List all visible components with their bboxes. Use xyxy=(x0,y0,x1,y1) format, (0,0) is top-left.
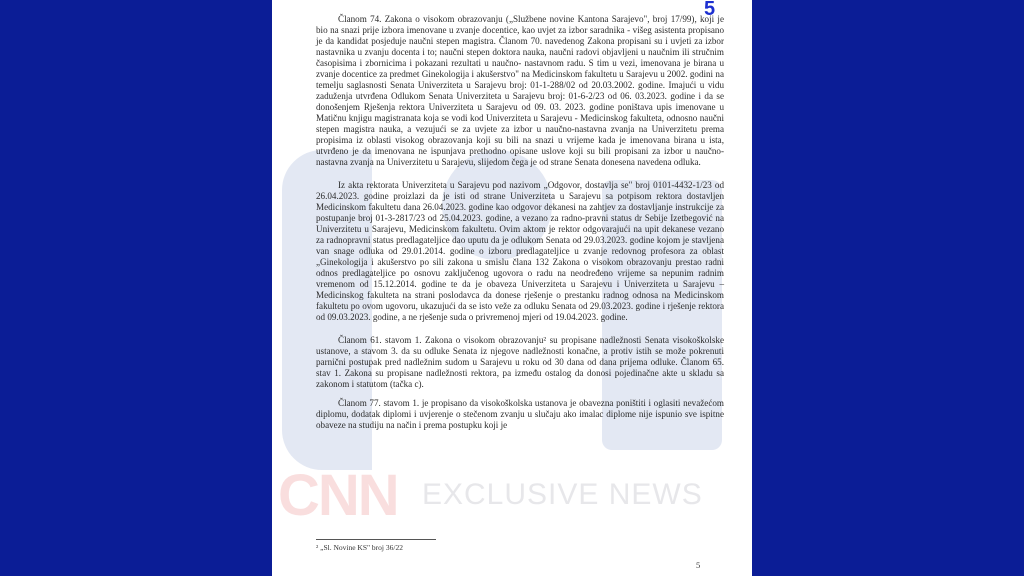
paragraph: Članom 74. Zakona o visokom obrazovanju („Službene novine Kantona Sarajevo", broj 17/99), koji je bio na snazi prije izbora imenovane u zvanje docentice, kao uvjet za izbor saradnika - višeg asistenta propisano je da kandidat posjeduje naučni stepen magistra. Članom 70. navedenog Zakona propisani su i uvjeti za izbor nastavnika u zvanju docenta i to; naučni stepen doktora nauka, naučni radovi objavljeni u naučnim ili stručnim časopisima i zbornicima i pokazani rezultati u naučno- nastavnom radu. S tim u vezi, imenovana je birana u zvanje docentice za predmet Ginekologija i akušerstvo" na Medicinskom fakultetu u Sarajevu u 2002. godini na temelju saglasnosti Senata Univerziteta u Sarajevu broj: 01-1-288/02 od 20.03.2002. godine. Imajući u vidu zaduženja utvrđena Odlukom Senata Univerziteta u Sarajevu broj: 01-6-2/23 od 06. 03.2023. godine i da se donošenjem Rješenja rektora Univerziteta u Sarajevu od 09. 03. 2023. godine poništava upis imenovane u Matičnu knjigu magistranata koja se vodi kod Univerziteta u Sarajevu - Medicinskog fakulteta, odnosno naučni stepen magistra nauka, a vezujući se za uvjete za izbor u naučno-nastavna zvanja na Univerzitetu prema propisima iz oblasti visokog obrazovanja koji su bili na snazi u vrijeme kada je imenovana birana u ista, utvrđeno je da imenovana ne ispunjava prethodno opisane uslove koji su bili propisani za izbor u naučno-nastavna zvanja na Univerzitetu u Sarajevu, slijedom čega je od strane Senata donesena navedena odluka. xyxy=(316,14,724,167)
watermark-logo: CNN xyxy=(278,463,398,528)
right-background-band xyxy=(752,0,1024,576)
paragraph: Iz akta rektorata Univerziteta u Sarajevu pod nazivom „Odgovor, dostavlja se" broj 0101-4432-1/23 od 26.04.2023. godine proizlazi da je isti od strane Univerziteta u Sarajevu sa potpisom rektora dostavljen Medicinskom fakultetu dana 26.04.2023. godine kao odgovor dekanesi na zahtjev za dostavljanje instrukcije za postupanje broj 01-3-2817/23 od 25.04.2023. godine, a vezano za radno-pravni status dr Sebije Izetbegović na Univerzitetu u Sarajevu, Medicinskom fakultetu. Ovim aktom je rektor odgovarajući na upit dekanese vezano za radnopravni status predlagateljice dao uputu da je odlukom Senata od 29.03.2023. godine kojom je stavljena van snage odluka od 29.01.2014. godine o izboru predlagateljice u zvanje redovnog profesora za oblast „Ginekologija i akušerstvo po sili zakona u smislu člana 132 Zakona o visokom obrazovanju prestao radni odnos predlagateljice po osnovu zaključenog ugovora o radu na neodređeno vrijeme sa nepunim radnim vremenom od 15.12.2014. godine te da je obaveza Univerziteta u Sarajevu i Univerziteta u Sarajevu – Medicinskog fakulteta na strani poslodavca da donese rješenje o prestanku radnog odnosa na Medicinskom fakultetu po ovom ugovoru, ukazujući da se isto veže za odluku Senata od 29.03.2023. godine i rješenje rektora od 09.03.2023. godine, a ne rješenje suda o privremenoj mjeri od 19.04.2023. godine. xyxy=(316,180,724,322)
document-body xyxy=(316,14,724,431)
document-page xyxy=(272,0,752,576)
footnote: ² „Sl. Novine KS" broj 36/22 xyxy=(316,543,403,552)
paragraph: Članom 77. stavom 1. je propisano da visokoškolska ustanova je obavezna poništiti i oglasiti nevažećom diplomu, dodatak diplomi i uvjerenje o stečenom zvanju u slučaju ako imalac diplome nije ispunio sve ispitne obaveze na studiju na način i prema postupku koji je xyxy=(316,398,724,430)
corner-page-mark: 5 xyxy=(704,0,716,20)
watermark-tagline: EXCLUSIVE NEWS xyxy=(422,478,703,511)
left-background-band xyxy=(0,0,272,576)
page-number: 5 xyxy=(696,560,701,570)
footnote-divider xyxy=(316,539,436,540)
paragraph: Članom 61. stavom 1. Zakona o visokom obrazovanju² su propisane nadležnosti Senata visokoškolske ustanove, a stavom 3. da su odluke Senata iz njegove nadležnosti konačne, a protiv istih se može pokrenuti parnični postupak pred nadležnim sudom u Sarajevu u roku od 30 dana od dana prijema odluke. Članom 65. stav 1. Zakona su propisane nadležnosti rektora, pa između ostalog da donosi pojedinačne akte u skladu sa zakonom i statutom (tačka c). xyxy=(316,335,724,389)
